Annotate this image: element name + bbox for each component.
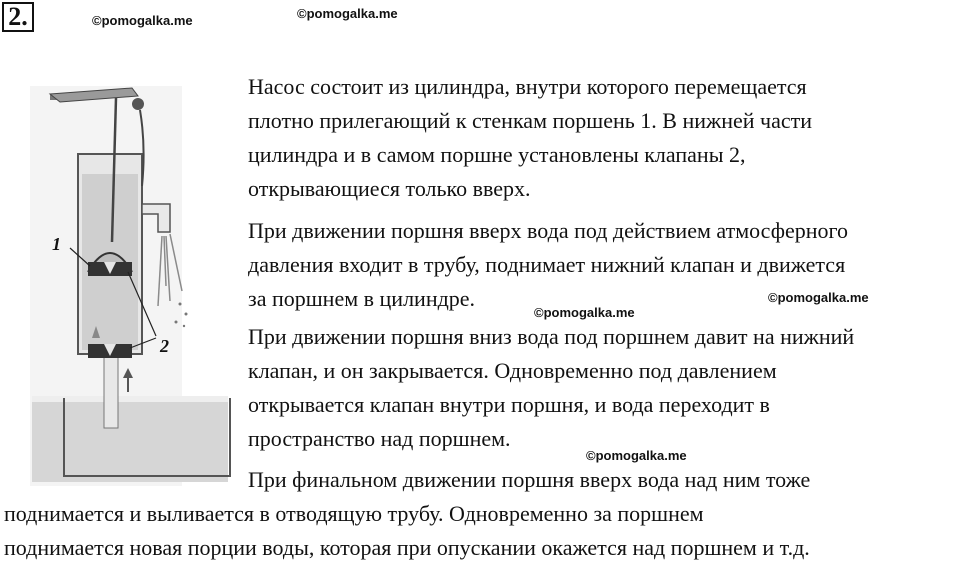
text-line: клапан, и он закрывается. Одновременно под давлением: [248, 358, 777, 383]
handle-pivot: [132, 98, 144, 110]
text-line: за поршнем в цилиндре.: [248, 286, 476, 311]
task-number: 2.: [2, 2, 34, 32]
text-line: Насос состоит из цилиндра, внутри которого перемещается: [248, 74, 807, 99]
text-line: поднимается новая порции воды, которая при опускании окажется над поршнем и т.д.: [4, 535, 810, 560]
intake-pipe: [104, 348, 118, 428]
watermark: ©pomogalka.me: [92, 13, 193, 28]
text-line: пространство над поршнем.: [248, 426, 511, 451]
label-piston: 1: [52, 234, 61, 254]
text-line: При финальном движении поршня вверх вода над ним тоже: [248, 467, 811, 492]
text-line: давления входит в трубу, поднимает нижний клапан и движется: [248, 252, 846, 277]
watermark: ©pomogalka.me: [586, 448, 687, 463]
text-line: При движении поршня вниз вода под поршнем давит на нижний: [248, 324, 855, 349]
text-line: плотно прилегающий к стенкам поршень 1. В нижней части: [248, 108, 812, 133]
text-line: поднимается и выливается в отводящую трубу. Одновременно за поршнем: [4, 501, 704, 526]
watermark: ©pomogalka.me: [534, 305, 635, 320]
watermark: ©pomogalka.me: [768, 290, 869, 305]
text-line: открывается клапан внутри поршня, и вода переходит в: [248, 392, 770, 417]
watermark: ©pomogalka.me: [297, 6, 398, 21]
pump-diagram: [30, 86, 240, 486]
water-basin: [32, 396, 228, 482]
label-valves: 2: [160, 336, 169, 356]
text-line: цилиндра и в самом поршне установлены клапаны 2,: [248, 142, 746, 167]
text-line: При движении поршня вверх вода под действием атмосферного: [248, 218, 848, 243]
pump-illustration: [30, 86, 240, 486]
text-line: открывающиеся только вверх.: [248, 176, 531, 201]
